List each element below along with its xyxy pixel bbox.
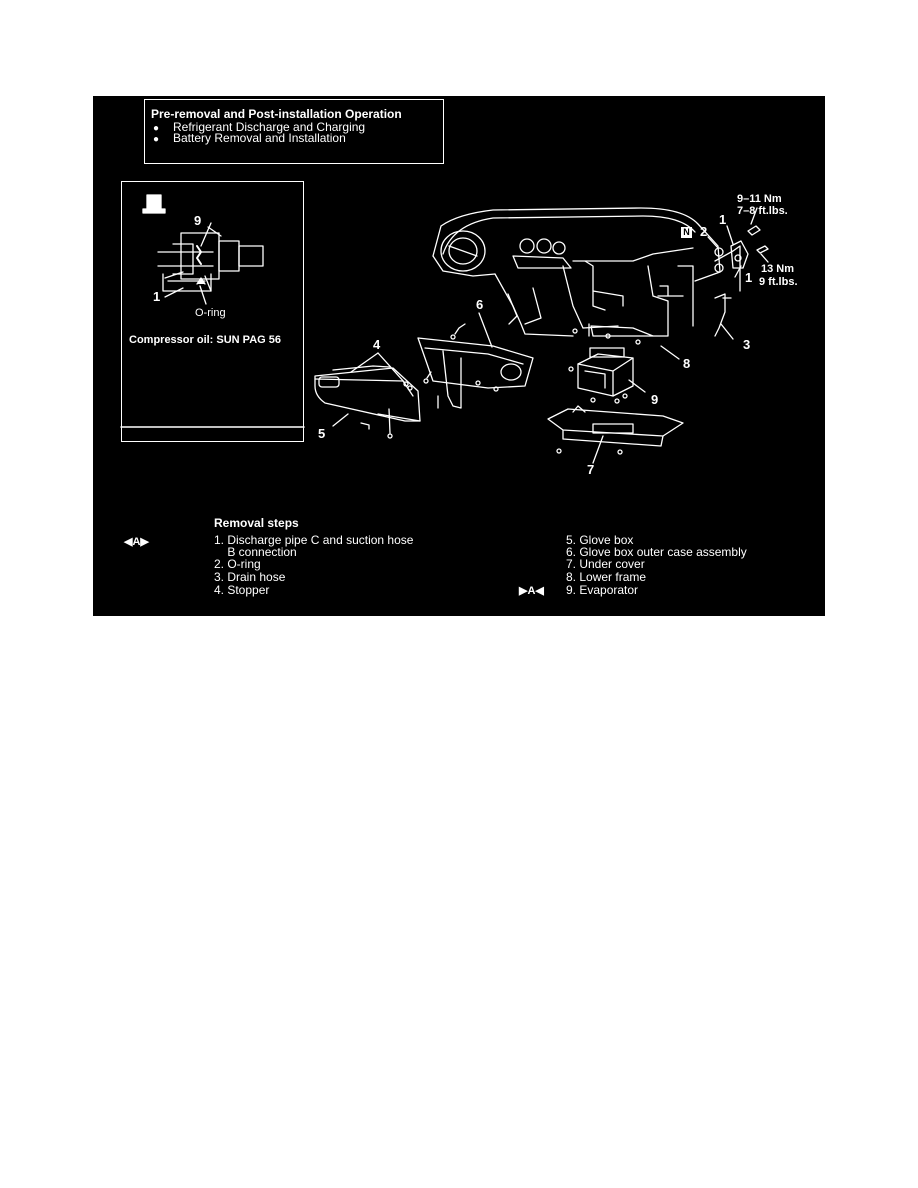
callout-1-upper: 1 bbox=[719, 212, 727, 227]
glove-box-part bbox=[315, 366, 420, 441]
removal-step: 7. Under cover bbox=[566, 557, 645, 571]
torque-spec-lower-nm: 13 Nm bbox=[761, 263, 795, 275]
torque-spec-upper-nm: 9–11 Nm bbox=[737, 193, 782, 205]
compressor-oil-label: Compressor oil: SUN PAG 56 bbox=[129, 334, 281, 346]
service-marker-right-icon: ▶A◀ bbox=[519, 585, 544, 597]
evaporator-part bbox=[569, 348, 633, 403]
torque-spec-lower-ftlbs: 9 ft.lbs. bbox=[759, 276, 798, 288]
removal-step: 8. Lower frame bbox=[566, 570, 647, 584]
removal-steps-title: Removal steps bbox=[214, 516, 299, 530]
callout-4: 4 bbox=[373, 337, 381, 352]
pre-operation-item: ● Refrigerant Discharge and Charging bbox=[153, 121, 365, 135]
callout-8: 8 bbox=[683, 356, 691, 371]
oring-label: O-ring bbox=[195, 307, 226, 319]
removal-step: 4. Stopper bbox=[214, 583, 270, 597]
inset-callout-9: 9 bbox=[194, 213, 202, 228]
inset-callout-1: 1 bbox=[153, 289, 161, 304]
removal-step: 9. Evaporator bbox=[566, 583, 639, 597]
callout-7: 7 bbox=[587, 462, 595, 477]
lower-frame-part bbox=[573, 324, 653, 344]
callout-3: 3 bbox=[743, 337, 751, 352]
service-diagram bbox=[93, 96, 825, 616]
pre-operation-item: ● Battery Removal and Installation bbox=[153, 132, 346, 146]
removal-step: 2. O-ring bbox=[214, 557, 261, 571]
callout-6: 6 bbox=[476, 297, 484, 312]
removal-step: 6. Glove box outer case assembly bbox=[566, 545, 747, 559]
removal-step: 1. Discharge pipe C and suction hose bbox=[214, 533, 414, 547]
pre-operation-title: Pre-removal and Post-installation Operation bbox=[151, 107, 402, 121]
n-badge-icon: N bbox=[681, 227, 692, 238]
callout-9: 9 bbox=[651, 392, 659, 407]
dashboard-outline bbox=[433, 208, 740, 336]
removal-step: 3. Drain hose bbox=[214, 570, 286, 584]
service-marker-left-icon: ◀A▶ bbox=[124, 536, 149, 548]
torque-spec-upper-ftlbs: 7–8 ft.lbs. bbox=[737, 205, 788, 217]
under-cover-part bbox=[548, 406, 683, 454]
glove-box-outer-case-part bbox=[418, 324, 533, 408]
callout-1-lower: 1 bbox=[745, 270, 753, 285]
callout-5: 5 bbox=[318, 426, 326, 441]
removal-step: 5. Glove box bbox=[566, 533, 634, 547]
removal-step: B connection bbox=[214, 545, 297, 559]
callout-2: 2 bbox=[700, 224, 708, 239]
